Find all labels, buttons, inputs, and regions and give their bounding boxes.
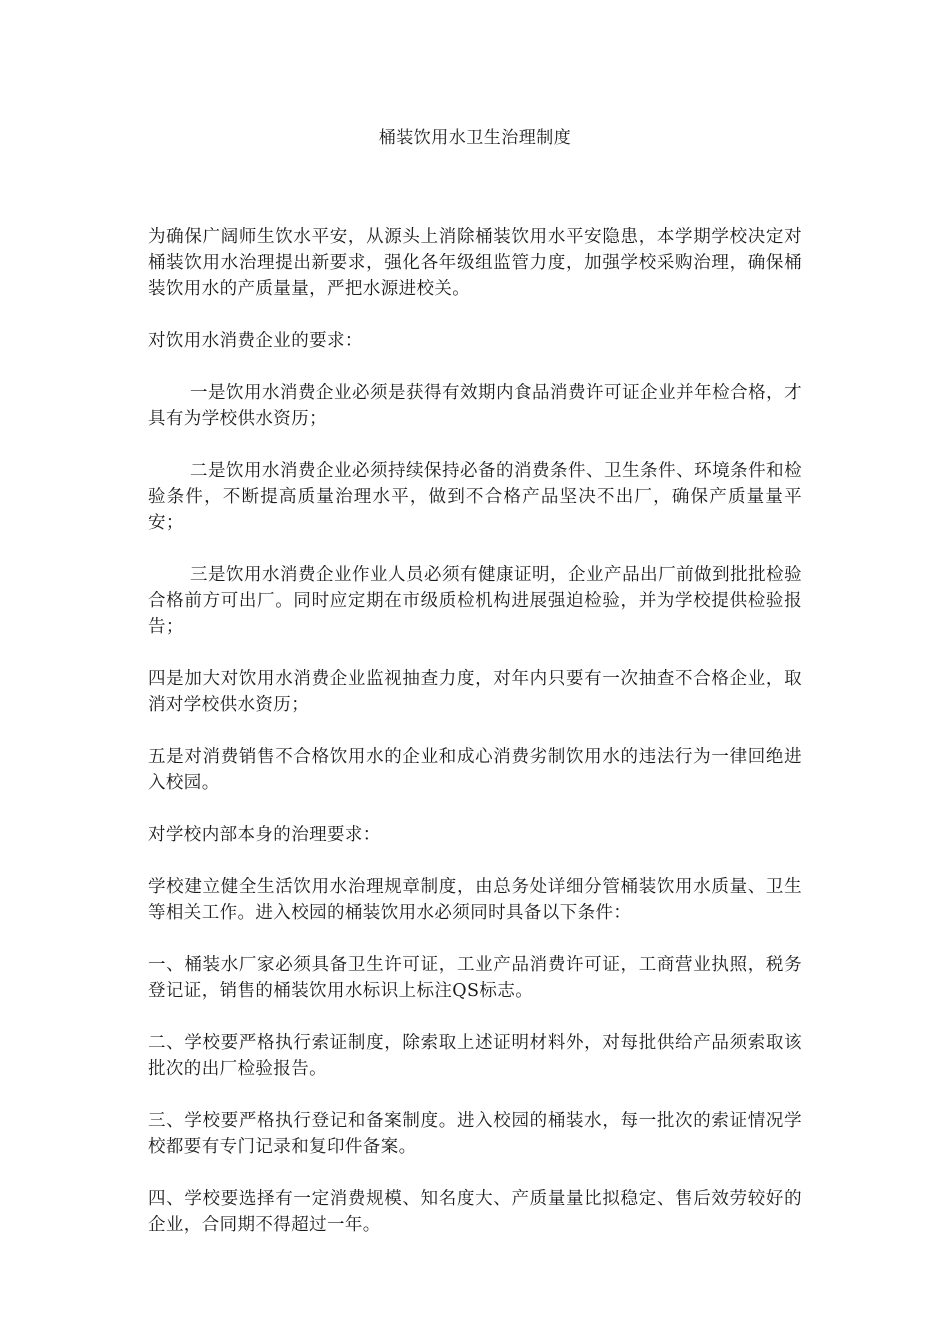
document-title: 桶装饮用水卫生治理制度 bbox=[378, 128, 572, 148]
paragraph-intro: 为确保广阔师生饮水平安，从源头上消除桶装饮用水平安隐患，本学期学校决定对桶装饮用水治理提出新要求，强化各年级组监管力度，加强学校采购治理，确保桶装饮用水的产质量量，严把水源进校关。 bbox=[148, 227, 802, 299]
paragraph-item: 学校建立健全生活饮用水治理规章制度，由总务处详细分管桶装饮用水质量、卫生等相关工作。进入校园的桶装饮用水必须同时具备以下条件： bbox=[148, 877, 802, 923]
paragraph-item: 四、学校要选择有一定消费规模、知名度大、产质量量比拟稳定、售后效劳较好的企业，合同期不得超过一年。 bbox=[148, 1189, 802, 1235]
paragraph-item: 三、学校要严格执行登记和备案制度。进入校园的桶装水，每一批次的索证情况学校都要有专门记录和复印件备案。 bbox=[148, 1111, 802, 1157]
section-heading-school: 对学校内部本身的治理要求： bbox=[148, 825, 381, 845]
section-heading-enterprise: 对饮用水消费企业的要求： bbox=[148, 331, 363, 351]
document-body bbox=[148, 224, 802, 1264]
paragraph-item: 三是饮用水消费企业作业人员必须有健康证明，企业产品出厂前做到批批检验合格前方可出厂。同时应定期在市级质检机构进展强迫检验，并为学校提供检验报告； bbox=[148, 565, 802, 637]
paragraph-item: 四是加大对饮用水消费企业监视抽查力度，对年内只要有一次抽查不合格企业，取消对学校供水资历； bbox=[148, 669, 802, 715]
paragraph-item: 二、学校要严格执行索证制度，除索取上述证明材料外，对每批供给产品须索取该批次的出厂检验报告。 bbox=[148, 1033, 802, 1079]
paragraph-item: 一是饮用水消费企业必须是获得有效期内食品消费许可证企业并年检合格，才具有为学校供水资历； bbox=[148, 383, 802, 429]
paragraph-item: 二是饮用水消费企业必须持续保持必备的消费条件、卫生条件、环境条件和检验条件，不断提高质量治理水平，做到不合格产品坚决不出厂，确保产质量量平安； bbox=[148, 461, 802, 533]
paragraph-item: 一、桶装水厂家必须具备卫生许可证，工业产品消费许可证，工商营业执照，税务登记证，销售的桶装饮用水标识上标注QS标志。 bbox=[148, 955, 802, 1001]
paragraph-item: 五是对消费销售不合格饮用水的企业和成心消费劣制饮用水的违法行为一律回绝进入校园。 bbox=[148, 747, 802, 793]
